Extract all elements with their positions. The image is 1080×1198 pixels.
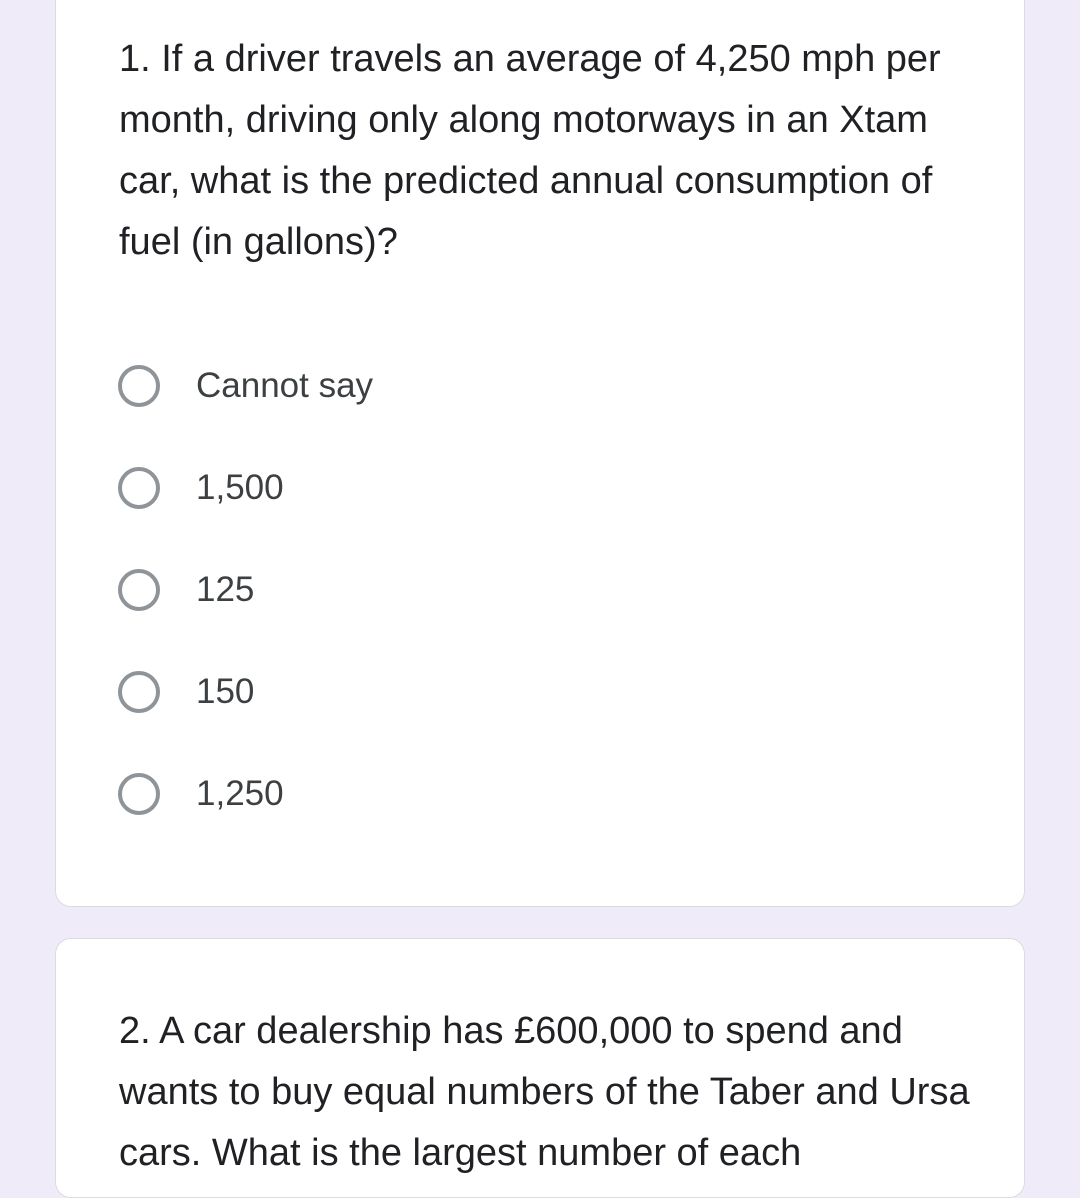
radio-option-125[interactable]: [118, 539, 373, 641]
question-title-1: 1. If a driver travels an average of 4,250 mph per month, driving only along motorways in an Xtam car, what is the predicted annual consumption of fuel (in gallons)?: [119, 38, 941, 263]
radio-option-cannot-say[interactable]: [118, 335, 373, 437]
radio-circle-icon[interactable]: [118, 569, 160, 611]
question-card-2: [55, 938, 1025, 1198]
radio-circle-icon[interactable]: [118, 671, 160, 713]
option-label: 1,500: [196, 468, 284, 507]
option-label: 1,250: [196, 774, 284, 813]
radio-circle-icon[interactable]: [118, 467, 160, 509]
radio-circle-icon[interactable]: [118, 365, 160, 407]
question-card-1: [55, 0, 1025, 907]
radio-circle-icon[interactable]: [118, 773, 160, 815]
option-label: 125: [196, 570, 255, 609]
question-title-2: 2. A car dealership has £600,000 to spend and wants to buy equal numbers of the Taber and Ursa cars. What is the largest number of each: [119, 1010, 970, 1174]
option-label: 150: [196, 672, 255, 711]
radio-option-1250[interactable]: [118, 743, 373, 845]
radio-option-1500[interactable]: [118, 437, 373, 539]
option-label: Cannot say: [196, 366, 374, 405]
options-list-1: [118, 335, 373, 845]
radio-option-150[interactable]: [118, 641, 373, 743]
